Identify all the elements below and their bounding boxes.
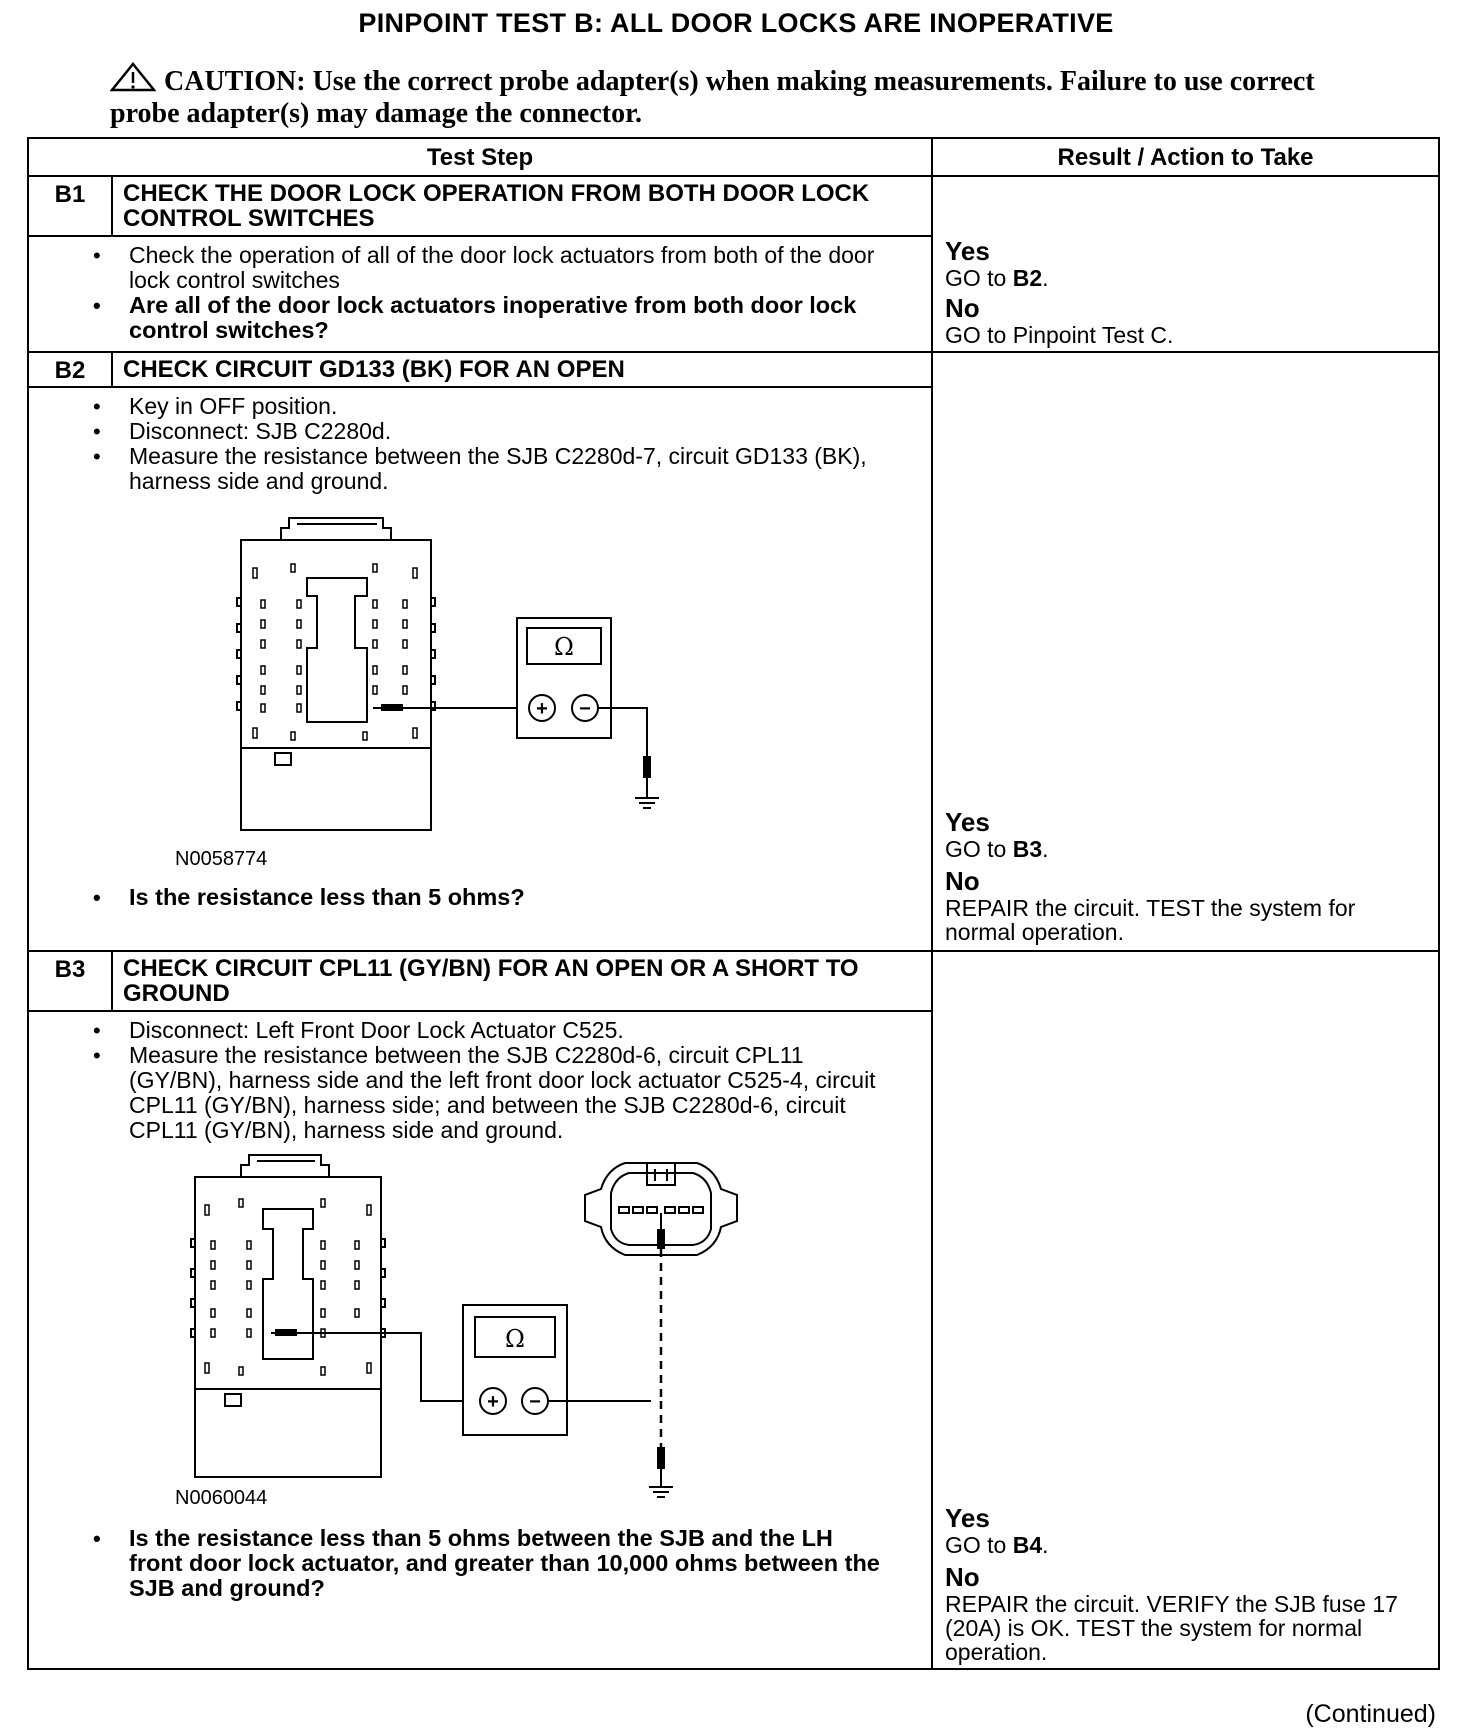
list-item: • Disconnect: Left Front Door Lock Actuator C525. <box>129 1018 881 1043</box>
meter-plus: + <box>487 1391 499 1413</box>
meter-minus: − <box>529 1391 541 1413</box>
sjb-connector-image <box>191 1155 385 1477</box>
no-label: No <box>945 866 980 896</box>
step-b1-title-row <box>28 176 1439 236</box>
list-item: • Measure the resistance between the SJB C2280d-7, circuit GD133 (BK), harness side and ground. <box>129 444 921 494</box>
step-question: • Is the resistance less than 5 ohms? <box>129 885 921 910</box>
list-item: • Measure the resistance between the SJB C2280d-6, circuit CPL11 (GY/BN), harness side and the left front door lock actuator C525-4, circuit CPL11 (GY/BN), harness side; and between the SJB C2280d-6, circuit CPL11 (GY/BN), harness side and ground. <box>129 1043 881 1143</box>
yes-action: GO to B4. <box>945 1532 1049 1558</box>
step-b3-title-row <box>28 951 1439 1011</box>
step-question: • Is the resistance less than 5 ohms between the SJB and the LH front door lock actuator, and greater than 10,000 ohms between the SJB and ground? <box>129 1526 891 1601</box>
step-body <box>28 387 932 951</box>
meter-minus: − <box>579 698 591 720</box>
connector-pins <box>253 564 417 740</box>
yes-label: Yes <box>945 236 990 266</box>
step-id: B3 <box>28 951 112 1011</box>
no-action: GO to Pinpoint Test C. <box>945 322 1174 348</box>
resistance-diagram-b2 <box>217 508 777 888</box>
no-action: REPAIR the circuit. TEST the system for normal operation. <box>945 895 1356 945</box>
no-label: No <box>945 293 980 323</box>
step-title: CHECK CIRCUIT CPL11 (GY/BN) FOR AN OPEN OR A SHORT TO GROUND <box>112 951 932 1011</box>
list-item: • Check the operation of all of the door lock actuators from both of the door lock control switches <box>129 243 921 293</box>
ground-probe <box>643 756 651 778</box>
figure-id: N0060044 <box>175 1487 268 1509</box>
figure-id: N0058774 <box>175 848 268 870</box>
step-question: • Are all of the door lock actuators inoperative from both door lock control switches? <box>129 293 921 343</box>
meter-symbol: Ω <box>554 633 574 661</box>
step-title: CHECK THE DOOR LOCK OPERATION FROM BOTH DOOR LOCK CONTROL SWITCHES <box>112 176 932 236</box>
connector-pins <box>205 1199 371 1375</box>
step-b2-result <box>932 352 1439 951</box>
meter-plus: + <box>536 698 548 720</box>
continued-note: (Continued) <box>1305 1700 1436 1728</box>
step-b1-result <box>932 176 1439 352</box>
no-label: No <box>945 1562 980 1592</box>
pinpoint-test-table <box>27 137 1440 1670</box>
step-b2-title-row <box>28 352 1439 387</box>
no-action: REPAIR the circuit. VERIFY the SJB fuse 17 (20A) is OK. TEST the system for normal operation. <box>945 1591 1398 1665</box>
list-item: • Disconnect: SJB C2280d. <box>129 419 921 444</box>
step-title: CHECK CIRCUIT GD133 (BK) FOR AN OPEN <box>112 352 932 387</box>
yes-action: GO to B2. <box>945 265 1049 291</box>
resistance-diagram-b3 <box>171 1149 811 1519</box>
header-result: Result / Action to Take <box>932 138 1439 176</box>
step-id: B2 <box>28 352 112 387</box>
yes-action: GO to B3. <box>945 836 1049 862</box>
yes-label: Yes <box>945 807 990 837</box>
ground-icon <box>635 778 659 808</box>
step-body <box>28 236 932 352</box>
meter-symbol: Ω <box>505 1325 525 1353</box>
table-header-row <box>28 138 1439 176</box>
probe-tip <box>657 1229 665 1249</box>
step-b3-result <box>932 951 1439 1669</box>
caution-note <box>110 62 1350 130</box>
header-test-step: Test Step <box>28 138 932 176</box>
step-id: B1 <box>28 176 112 236</box>
list-item: • Key in OFF position. <box>129 394 921 419</box>
step-body <box>28 1011 932 1669</box>
warning-icon <box>110 62 156 92</box>
page-title: PINPOINT TEST B: ALL DOOR LOCKS ARE INOPERATIVE <box>358 8 1114 38</box>
caution-label: CAUTION: <box>164 66 306 97</box>
yes-label: Yes <box>945 1503 990 1533</box>
caution-text: Use the correct probe adapter(s) when making measurements. Failure to use correct probe adapter(s) may damage the connector. <box>110 66 1315 129</box>
ground-probe <box>657 1447 665 1469</box>
